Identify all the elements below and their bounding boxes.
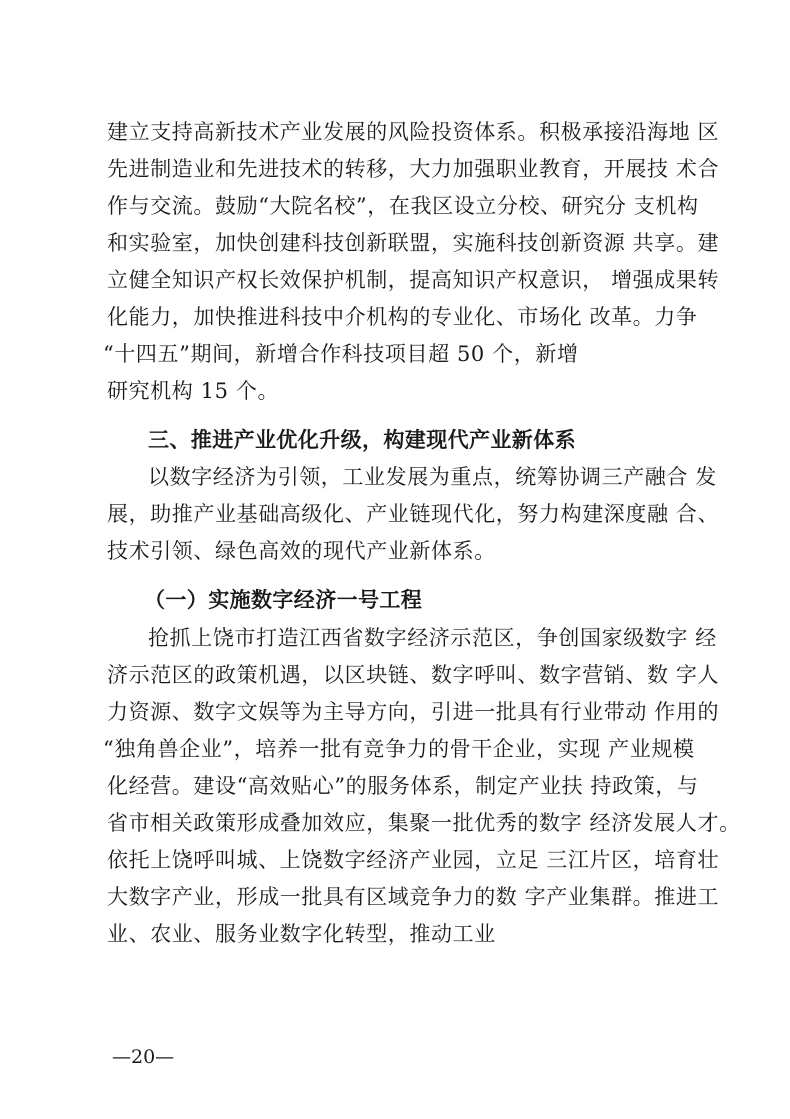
paragraph-1-line-8: 研究机构 15 个。 xyxy=(107,379,280,403)
subsection-1-line-9: 业、农业、服务业数字化转型，推动工业 xyxy=(107,922,496,946)
paragraph-1-line-3: 作与交流。鼓励“大院名校”，在我区设立分校、研究分 支机构 xyxy=(107,194,699,218)
section-3-intro-line-1: 以数字经济为引领，工业发展为重点，统筹协调三产融合 发 xyxy=(148,465,717,489)
section-3-intro-line-2: 展，助推产业基础高级化、产业链现代化，努力构建深度融 合、 xyxy=(107,502,720,526)
subsection-1-heading: （一）实施数字经济一号工程 xyxy=(144,588,423,612)
section-3-intro-line-3: 技术引领、绿色高效的现代产业新体系。 xyxy=(107,539,496,563)
subsection-1-line-6: 省市相关政策形成叠加效应，集聚一批优秀的数字 经济发展人才。 xyxy=(107,811,741,835)
subsection-1-line-5: 化经营。建设“高效贴心”的服务体系，制定产业扶 持政策，与 xyxy=(107,774,699,798)
paragraph-1-line-1: 建立支持高新技术产业发展的风险投资体系。积极承接沿海地 区 xyxy=(107,120,720,144)
subsection-1-line-2: 济示范区的政策机遇，以区块链、数字呼叫、数字营销、数 字人 xyxy=(107,663,720,687)
paragraph-1-line-7: “十四五”期间，新增合作科技项目超 50 个，新增 xyxy=(103,342,579,366)
subsection-1-line-4: “独角兽企业”，培养一批有竞争力的骨干企业，实现 产业规模 xyxy=(103,737,695,761)
subsection-1-line-1: 抢抓上饶市打造江西省数字经济示范区，争创国家级数字 经 xyxy=(148,626,717,650)
paragraph-1-line-2: 先进制造业和先进技术的转移，大力加强职业教育，开展技 术合 xyxy=(107,157,720,181)
subsection-1-line-3: 力资源、数字文娱等为主导方向，引进一批具有行业带动 作用的 xyxy=(107,700,720,724)
paragraph-1-line-4: 和实验室，加快创建科技创新联盟，实施科技创新资源 共享。建 xyxy=(107,231,720,255)
paragraph-1-line-5: 立健全知识产权长效保护机制，提高知识产权意识， 增强成果转 xyxy=(107,268,720,292)
subsection-1-line-8: 大数字产业，形成一批具有区域竞争力的数 字产业集群。推进工 xyxy=(107,885,720,909)
subsection-1-line-7: 依托上饶呼叫城、上饶数字经济产业园，立足 三江片区，培育壮 xyxy=(107,848,720,872)
section-3-heading: 三、推进产业优化升级，构建现代产业新体系 xyxy=(148,428,576,452)
page-number: —20— xyxy=(112,1046,175,1068)
paragraph-1-line-6: 化能力，加快推进科技中介机构的专业化、市场化 改革。力争 xyxy=(107,305,698,329)
